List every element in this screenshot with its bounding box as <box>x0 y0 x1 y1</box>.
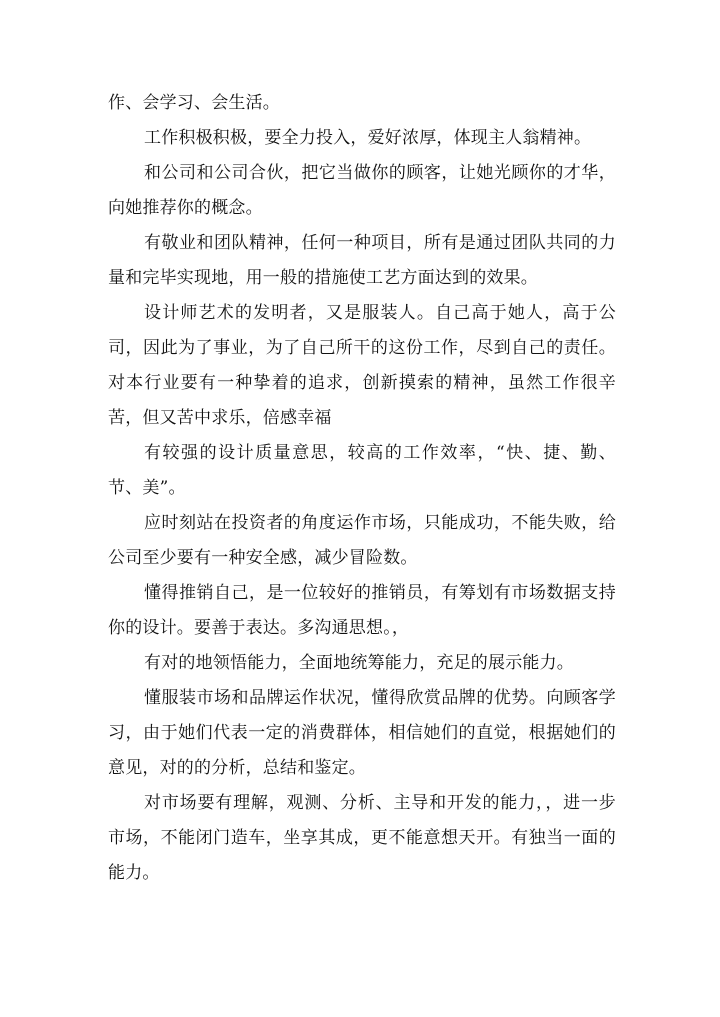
paragraph: 和公司和公司合伙，把它当做你的顾客，让她光顾你的才华，向她推荐你的概念。 <box>108 163 616 218</box>
paragraph: 应时刻站在投资者的角度运作市场，只能成功，不能失败，给公司至少要有一种安全感，减少冒险数。 <box>108 513 616 568</box>
paragraph: 设计师艺术的发明者，又是服装人。自己高于她人，高于公司，因此为了事业，为了自己所干的这份工作，尽到自己的责任。对本行业要有一种挚着的追求，创新摸索的精神，虽然工作很辛苦，但又苦中求乐，倍感幸福 <box>108 303 616 428</box>
paragraph: 工作积极积极，要全力投入，爱好浓厚，体现主人翁精神。 <box>144 128 592 148</box>
paragraph: 有敬业和团队精神，任何一种项目，所有是通过团队共同的力量和完毕实现地，用一般的措施使工艺方面达到的效果。 <box>108 233 616 288</box>
paragraph: 作、会学习、会生活。 <box>108 93 280 113</box>
paragraph: 懂得推销自己，是一位较好的推销员，有筹划有市场数据支持你的设计。要善于表达。多沟通思想。， <box>108 583 616 638</box>
document-body <box>108 86 616 891</box>
paragraph: 有较强的设计质量意思，较高的工作效率，“快、捷、勤、节、美”。 <box>108 443 616 498</box>
paragraph: 有对的地领悟能力，全面地统筹能力，充足的展示能力。 <box>144 653 574 673</box>
paragraph: 懂服装市场和品牌运作状况，懂得欣赏品牌的优势。向顾客学习，由于她们代表一定的消费群体，相信她们的直觉，根据她们的意见，对的的分析，总结和鉴定。 <box>108 688 616 778</box>
paragraph: 对市场要有理解，观测、分析、主导和开发的能力，，进一步市场，不能闭门造车，坐享其成，更不能意想天开。有独当一面的能力。 <box>108 793 616 883</box>
